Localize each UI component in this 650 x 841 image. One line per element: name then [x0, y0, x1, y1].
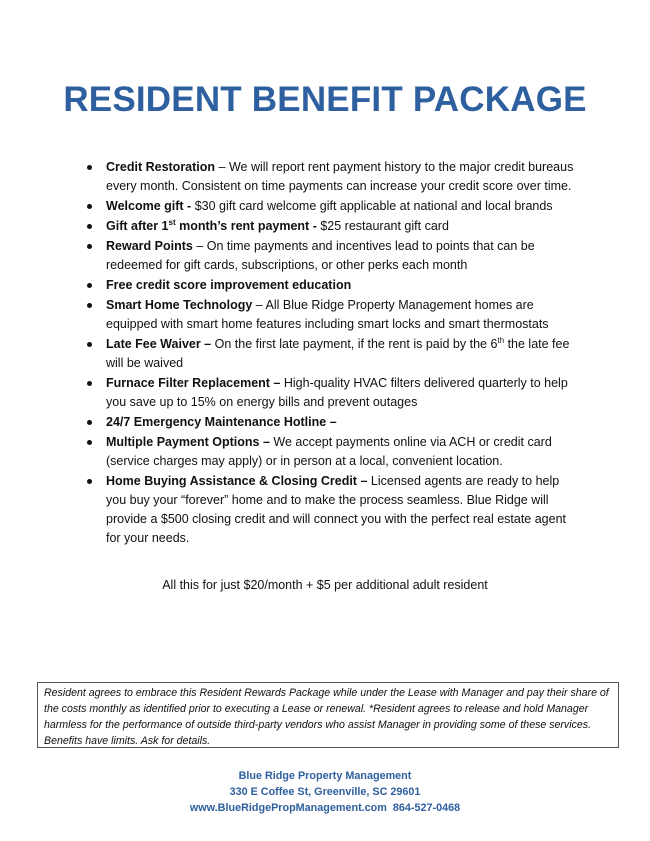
benefit-item: Reward Points – On time payments and incentives lead to points that can be redeemed for gift cards, subscriptions, or other perks each month	[84, 237, 574, 275]
benefit-name: Smart Home Technology	[106, 298, 253, 312]
benefit-name: Reward Points	[106, 239, 193, 253]
bullet-icon	[87, 381, 92, 386]
bullet-icon	[87, 420, 92, 425]
benefit-name: Welcome gift -	[106, 199, 192, 213]
bullet-icon	[87, 342, 92, 347]
benefit-item	[84, 413, 574, 432]
bullet-icon	[87, 440, 92, 445]
disclaimer-box: Resident agrees to embrace this Resident Rewards Package while under the Lease with Manager and pay their share of the costs monthly as identified prior to executing a Lease or renewal. *Resident agrees to release and hold Manager harmless for the performance of outside third-party vendors who assist Manager in providing some of these services. Benefits have limits. Ask for details.	[37, 682, 619, 748]
benefit-text: $30 gift card welcome gift applicable at national and local brands	[194, 199, 553, 213]
benefit-text: On time payments and incentives lead to points that can be redeemed for gift cards, subscriptions, or other perks each month	[106, 239, 535, 272]
benefit-name: Furnace Filter Replacement –	[106, 376, 281, 390]
benefit-text: On the first late payment, if the rent is paid by the 6th the late fee will be waived	[106, 335, 570, 370]
benefit-text: All Blue Ridge Property Management homes are equipped with smart home features including smart locks and smart thermostats	[106, 298, 549, 331]
benefit-item	[84, 335, 574, 373]
benefit-text: Licensed agents are ready to help you buy your “forever” home and to make the process seamless. Blue Ridge will provide a $500 closing credit and will connect you with the perfect real estate agent for your needs.	[106, 474, 566, 545]
benefit-item	[84, 276, 574, 295]
benefit-name: 24/7 Emergency Maintenance Hotline –	[106, 415, 337, 429]
bullet-icon	[87, 204, 92, 209]
bullet-icon	[87, 283, 92, 288]
benefit-text: $25 restaurant gift card	[320, 219, 449, 233]
bullet-icon	[87, 479, 92, 484]
benefit-item	[84, 433, 574, 471]
bullet-icon	[87, 303, 92, 308]
bullet-icon	[87, 165, 92, 170]
benefit-item	[84, 374, 574, 412]
footer-company: Blue Ridge Property Management	[238, 770, 412, 782]
bullet-icon	[87, 244, 92, 249]
benefit-name: Free credit score improvement education	[106, 278, 352, 292]
benefit-name: Late Fee Waiver –	[106, 337, 212, 351]
benefit-name: Multiple Payment Options –	[106, 435, 270, 449]
footer-address: 330 E Coffee St, Greenville, SC 29601	[229, 786, 421, 798]
benefit-item	[84, 217, 574, 236]
benefit-text: We will report rent payment history to the major credit bureaus every month. Consistent on time payments can increase your credit score over time.	[106, 160, 574, 193]
footer-contact[interactable]: www.BlueRidgePropManagement.com 864-527-0468	[189, 802, 461, 814]
benefit-item	[84, 472, 574, 548]
benefit-list	[84, 158, 574, 549]
footer	[0, 768, 650, 816]
benefit-item: Credit Restoration – We will report rent payment history to the major credit bureaus every month. Consistent on time payments can increase your credit score over time.	[84, 158, 574, 196]
benefit-name: Gift after 1st month’s rent payment -	[106, 217, 317, 233]
page-title: RESIDENT BENEFIT PACKAGE	[63, 80, 587, 119]
benefit-item	[84, 197, 574, 216]
benefit-name: Home Buying Assistance & Closing Credit –	[106, 474, 368, 488]
benefit-text: High-quality HVAC filters delivered quarterly to help you save up to 15% on energy bills and prevent outages	[106, 376, 568, 409]
price-line: All this for just $20/month + $5 per additional adult resident	[162, 578, 488, 592]
benefit-item: Smart Home Technology – All Blue Ridge Property Management homes are equipped with smart home features including smart locks and smart thermostats	[84, 296, 574, 334]
benefit-text: We accept payments online via ACH or credit card (service charges may apply) or in person at a local, convenient location.	[106, 435, 552, 468]
benefit-name: Credit Restoration	[106, 160, 216, 174]
bullet-icon	[87, 224, 92, 229]
